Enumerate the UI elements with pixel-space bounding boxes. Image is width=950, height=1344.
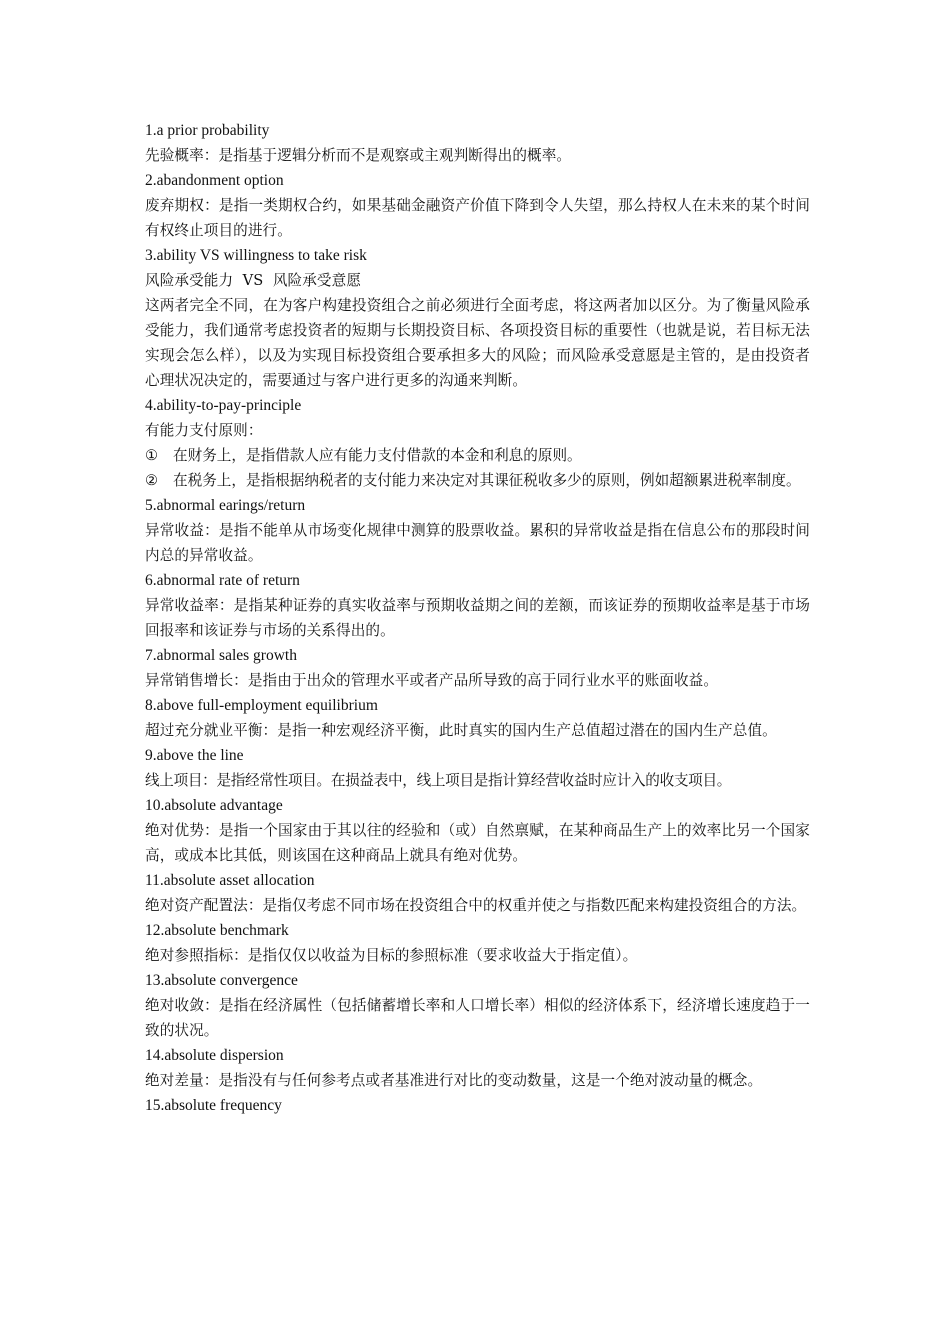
entry-7 xyxy=(145,643,810,693)
term-heading: 7.abnormal sales growth xyxy=(145,647,297,664)
term-heading: 13.absolute convergence xyxy=(145,972,298,989)
term-definition: 这两者完全不同，在为客户构建投资组合之前必须进行全面考虑，将这两者加以区分。为了衡量风险承受能力，我们通常考虑投资者的短期与长期投资目标、各项投资目标的重要性（也就是说，若目标无法实现会怎么样），以及为实现目标投资组合要承担多大的风险；而风险承受意愿是主管的，是由投资者心理状况决定的，需要通过与客户进行更多的沟通来判断。 xyxy=(145,297,810,389)
entry-6 xyxy=(145,568,810,643)
term-definition: 线上项目：是指经常性项目。在损益表中，线上项目是指计算经营收益时应计入的收支项目。 xyxy=(145,772,732,789)
entry-12 xyxy=(145,918,810,968)
enum-marker: ② xyxy=(145,472,159,489)
entry-14 xyxy=(145,1043,810,1093)
term-heading: 3.ability VS willingness to take risk xyxy=(145,247,367,264)
term-heading: 11.absolute asset allocation xyxy=(145,872,315,889)
term-definition: 超过充分就业平衡：是指一种宏观经济平衡，此时真实的国内生产总值超过潜在的国内生产总值。 xyxy=(145,722,777,739)
term-definition: 异常销售增长：是指由于出众的管理水平或者产品所导致的高于同行业水平的账面收益。 xyxy=(145,672,719,689)
term-definition: 绝对优势：是指一个国家由于其以往的经验和（或）自然禀赋，在某种商品生产上的效率比另一个国家高，或成本比其低，则该国在这种商品上就具有绝对优势。 xyxy=(145,822,810,864)
entry-5 xyxy=(145,493,810,568)
term-heading: 6.abnormal rate of return xyxy=(145,572,300,589)
term-definition: 绝对收敛：是指在经济属性（包括储蓄增长率和人口增长率）相似的经济体系下，经济增长速度趋于一致的状况。 xyxy=(145,997,810,1039)
term-definition: 绝对差量：是指没有与任何参考点或者基准进行对比的变动数量，这是一个绝对波动量的概念。 xyxy=(145,1072,763,1089)
enum-item xyxy=(145,443,810,468)
entry-4 xyxy=(145,393,810,493)
term-heading: 2.abandonment option xyxy=(145,172,284,189)
term-definition: 异常收益：是指不能单从市场变化规律中测算的股票收益。累积的异常收益是指在信息公布的那段时间内总的异常收益。 xyxy=(145,522,810,564)
term-heading: 9.above the line xyxy=(145,747,244,764)
enum-text: 在税务上，是指根据纳税者的支付能力来决定对其课征税收多少的原则，例如超额累进税率制度。 xyxy=(173,472,801,489)
term-heading: 5.abnormal earings/return xyxy=(145,497,306,514)
term-heading: 1.a prior probability xyxy=(145,122,270,139)
term-definition: 异常收益率：是指某种证券的真实收益率与预期收益期之间的差额，而该证券的预期收益率是基于市场回报率和该证券与市场的关系得出的。 xyxy=(145,597,810,639)
term-heading: 10.absolute advantage xyxy=(145,797,283,814)
term-heading: 8.above full-employment equilibrium xyxy=(145,697,378,714)
entry-15 xyxy=(145,1093,810,1118)
entry-2 xyxy=(145,168,810,243)
term-heading: 4.ability-to-pay-principle xyxy=(145,397,302,414)
term-definition: 废弃期权：是指一类期权合约，如果基础金融资产价值下降到令人失望，那么持权人在未来的某个时间有权终止项目的进行。 xyxy=(145,197,810,239)
term-heading: 15.absolute frequency xyxy=(145,1097,282,1114)
entry-9 xyxy=(145,743,810,793)
term-definition: 绝对参照指标：是指仅仅以收益为目标的参照标准（要求收益大于指定值）。 xyxy=(145,947,638,964)
entry-8 xyxy=(145,693,810,743)
entry-3 xyxy=(145,243,810,393)
document-page xyxy=(145,118,810,1118)
term-definition: 先验概率：是指基于逻辑分析而不是观察或主观判断得出的概率。 xyxy=(145,147,572,164)
term-definition: 绝对资产配置法：是指仅考虑不同市场在投资组合中的权重并使之与指数匹配来构建投资组合的方法。 xyxy=(145,897,807,914)
entry-1 xyxy=(145,118,810,168)
term-subtitle: 风险承受能力 VS 风险承受意愿 xyxy=(145,272,362,289)
term-subtitle: 有能力支付原则： xyxy=(145,422,263,439)
entry-10 xyxy=(145,793,810,868)
enum-text: 在财务上，是指借款人应有能力支付借款的本金和利息的原则。 xyxy=(173,447,582,464)
term-heading: 12.absolute benchmark xyxy=(145,922,289,939)
entry-11 xyxy=(145,868,810,918)
enum-item xyxy=(145,468,810,493)
entry-13 xyxy=(145,968,810,1043)
enum-marker: ① xyxy=(145,447,159,464)
term-heading: 14.absolute dispersion xyxy=(145,1047,284,1064)
